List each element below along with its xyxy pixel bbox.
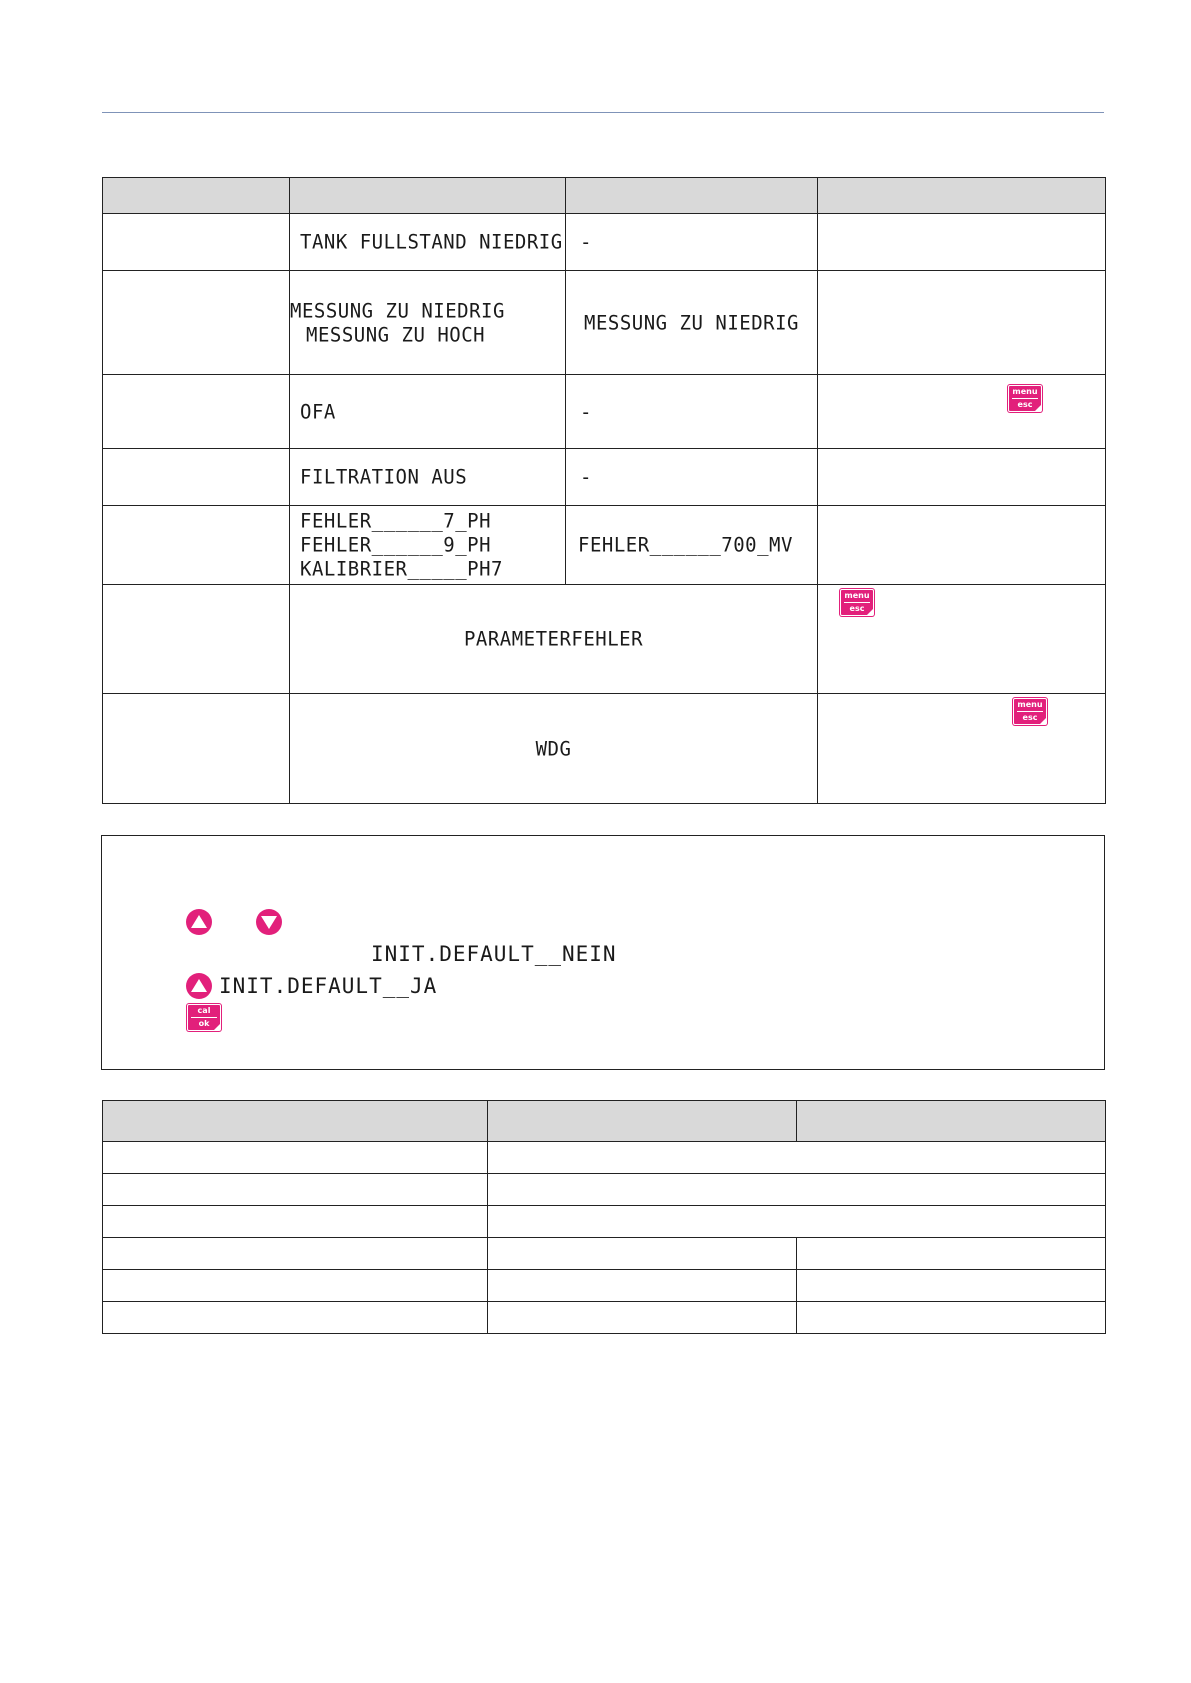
table-cell	[818, 214, 1106, 271]
table-cell	[103, 585, 290, 694]
table-row	[103, 214, 1106, 271]
header-cell	[103, 178, 290, 214]
table-row	[103, 1302, 1106, 1334]
table-cell	[818, 271, 1106, 375]
lcd-text: -	[580, 465, 592, 489]
lcd-text: KALIBRIER_____PH7	[300, 557, 503, 581]
table-row	[103, 694, 1106, 804]
lcd-text: MESSUNG ZU NIEDRIG	[584, 310, 799, 335]
lcd-text: MESSUNG ZU NIEDRIG	[290, 298, 505, 323]
table-cell	[797, 1238, 1106, 1270]
cal-ok-key-icon: cal ok	[187, 1004, 221, 1031]
table-cell	[103, 506, 290, 585]
table-cell	[488, 1206, 1106, 1238]
table-cell	[290, 214, 566, 271]
table-cell	[103, 1270, 488, 1302]
top-rule	[102, 112, 1104, 113]
lcd-text: -	[580, 230, 592, 254]
table-cell	[103, 271, 290, 375]
table-row	[103, 1270, 1106, 1302]
table-row	[103, 1238, 1106, 1270]
table-cell	[488, 1174, 1106, 1206]
lcd-text: OFA	[300, 399, 336, 424]
lcd-text: WDG	[535, 736, 572, 761]
table-cell	[818, 375, 1106, 449]
lcd-text: -	[580, 399, 592, 424]
table-cell	[290, 694, 818, 804]
table-cell	[566, 375, 818, 449]
header-cell	[818, 178, 1106, 214]
table-cell	[290, 585, 818, 694]
lcd-text: FILTRATION AUS	[300, 465, 468, 489]
menu-esc-key-icon: menu esc	[1008, 385, 1042, 412]
table-header-row	[103, 178, 1106, 214]
table-cell	[103, 1206, 488, 1238]
header-cell	[103, 1101, 488, 1142]
table-row	[103, 585, 1106, 694]
table-cell	[488, 1238, 797, 1270]
table-cell	[290, 449, 566, 506]
lcd-text: INIT.DEFAULT__JA	[219, 974, 438, 998]
table-row	[103, 1142, 1106, 1174]
table-cell	[566, 506, 818, 585]
table-cell	[103, 449, 290, 506]
table-cell	[488, 1142, 1106, 1174]
header-cell	[566, 178, 818, 214]
table-row	[103, 1174, 1106, 1206]
table-cell	[103, 694, 290, 804]
lcd-text: PARAMETERFEHLER	[463, 627, 644, 651]
table-row	[103, 271, 1106, 375]
header-cell	[488, 1101, 797, 1142]
table-cell	[797, 1302, 1106, 1334]
table-cell	[103, 1238, 488, 1270]
lcd-text: FEHLER______700_MV	[578, 533, 793, 557]
table-cell	[566, 449, 818, 506]
table-cell	[290, 271, 566, 375]
arrow-down-icon	[256, 909, 282, 935]
table-cell	[488, 1270, 797, 1302]
table-cell	[818, 506, 1106, 585]
table-cell	[818, 585, 1106, 694]
error-table	[102, 177, 1106, 804]
lcd-text: INIT.DEFAULT__NEIN	[371, 942, 617, 966]
lcd-text: FEHLER______9_PH	[300, 533, 492, 557]
table-row	[103, 375, 1106, 449]
lcd-text: TANK FULLSTAND NIEDRIG	[300, 230, 563, 254]
table-cell	[488, 1302, 797, 1334]
table-row	[103, 1206, 1106, 1238]
table-header-row	[103, 1101, 1106, 1142]
table-cell	[818, 449, 1106, 506]
lcd-text: MESSUNG ZU HOCH	[306, 322, 486, 347]
header-cell	[797, 1101, 1106, 1142]
table-cell	[103, 1302, 488, 1334]
table-cell	[818, 694, 1106, 804]
settings-table	[102, 1100, 1106, 1334]
table-row	[103, 449, 1106, 506]
header-cell	[290, 178, 566, 214]
init-default-info-box	[101, 835, 1105, 1070]
table-cell	[797, 1270, 1106, 1302]
table-cell	[566, 271, 818, 375]
table-cell	[290, 375, 566, 449]
table-cell	[290, 506, 566, 585]
table-cell	[566, 214, 818, 271]
lcd-text: FEHLER______7_PH	[300, 509, 492, 533]
menu-esc-key-icon: menu esc	[840, 589, 874, 616]
table-row	[103, 506, 1106, 585]
arrow-up-icon	[186, 909, 212, 935]
menu-esc-key-icon: menu esc	[1013, 698, 1047, 725]
table-cell	[103, 375, 290, 449]
table-cell	[103, 1142, 488, 1174]
table-cell	[103, 1174, 488, 1206]
arrow-up-icon	[186, 973, 212, 999]
table-cell	[103, 214, 290, 271]
